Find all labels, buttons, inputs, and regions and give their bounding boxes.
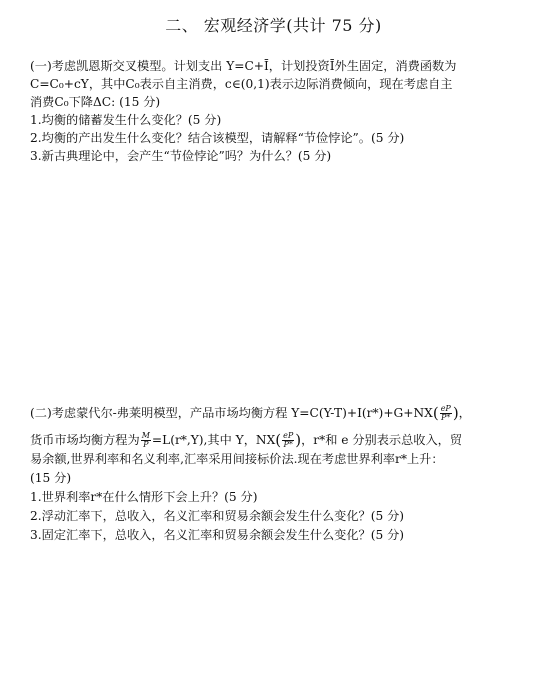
money-market-equation: =L(r*,Y),其中 Y，NX	[151, 433, 276, 447]
paren-close: )	[295, 431, 302, 449]
paren-close: )	[452, 404, 459, 422]
fraction-denominator: P*	[283, 440, 293, 449]
question-2-score: (15 分)	[30, 471, 72, 485]
question-2-sub-1: 1.世界利率r*在什么情形下会上升？(5 分)	[30, 490, 258, 504]
section-heading: 二、 宏观经济学(共计 75 分)	[165, 16, 382, 35]
question-1-sub-1: 1.均衡的储蓄发生什么变化？(5 分)	[30, 113, 222, 127]
goods-market-equation-text: (二)考虑蒙代尔-弗莱明模型，产品市场均衡方程 Y=C(Y-T)+I(r*)+G+NX	[30, 406, 433, 420]
fraction-denominator: P*	[441, 413, 451, 422]
money-market-label: 货币市场均衡方程为	[30, 433, 140, 447]
fraction-denominator: P	[143, 440, 149, 449]
question-1-intro-line-3: 消费C₀下降ΔC: (15 分)	[30, 95, 161, 109]
paren-open: (	[275, 431, 282, 449]
fraction-numerator: eP	[283, 431, 294, 440]
line-end-punct: ，	[458, 406, 471, 420]
question-1-sub-2: 2.均衡的产出发生什么变化？结合该模型，请解释“节俭悖论”。(5 分)	[30, 131, 405, 145]
question-1-sub-3: 3.新古典理论中，会产生“节俭悖论”吗？为什么？(5 分)	[30, 149, 332, 163]
question-1-intro-line-1: (一)考虑凯恩斯交叉模型。计划支出 Y=C+Ī，计划投资Ī外生固定，消费函数为	[30, 59, 457, 73]
question-1-intro-line-2: C=C₀+cY，其中C₀表示自主消费，c∈(0,1)表示边际消费倾向，现在考虑自主	[30, 77, 453, 91]
question-2-intro-line-2	[30, 431, 520, 450]
paren-open: (	[432, 404, 439, 422]
question-2-intro-line-3: 易余额,世界利率和名义利率,汇率采用间接标价法.现在考虑世界利率r*上升：	[30, 452, 444, 466]
question-2-sub-3: 3.固定汇率下，总收入，名义汇率和贸易余额会发生什么变化？(5 分)	[30, 528, 405, 542]
variables-definition: ，r*和 e 分别表示总收入，贸	[301, 433, 463, 447]
real-exchange-rate-fraction	[282, 432, 294, 449]
fraction-numerator: eP	[440, 404, 451, 413]
question-block-1	[30, 57, 520, 165]
question-2-intro-line-1	[30, 404, 520, 423]
question-2-sub-2: 2.浮动汇率下，总收入，名义汇率和贸易余额会发生什么变化？(5 分)	[30, 509, 405, 523]
question-block-2	[30, 404, 520, 545]
fraction-numerator: M	[141, 431, 150, 440]
real-exchange-rate-fraction	[440, 405, 452, 422]
real-money-fraction	[141, 432, 151, 449]
